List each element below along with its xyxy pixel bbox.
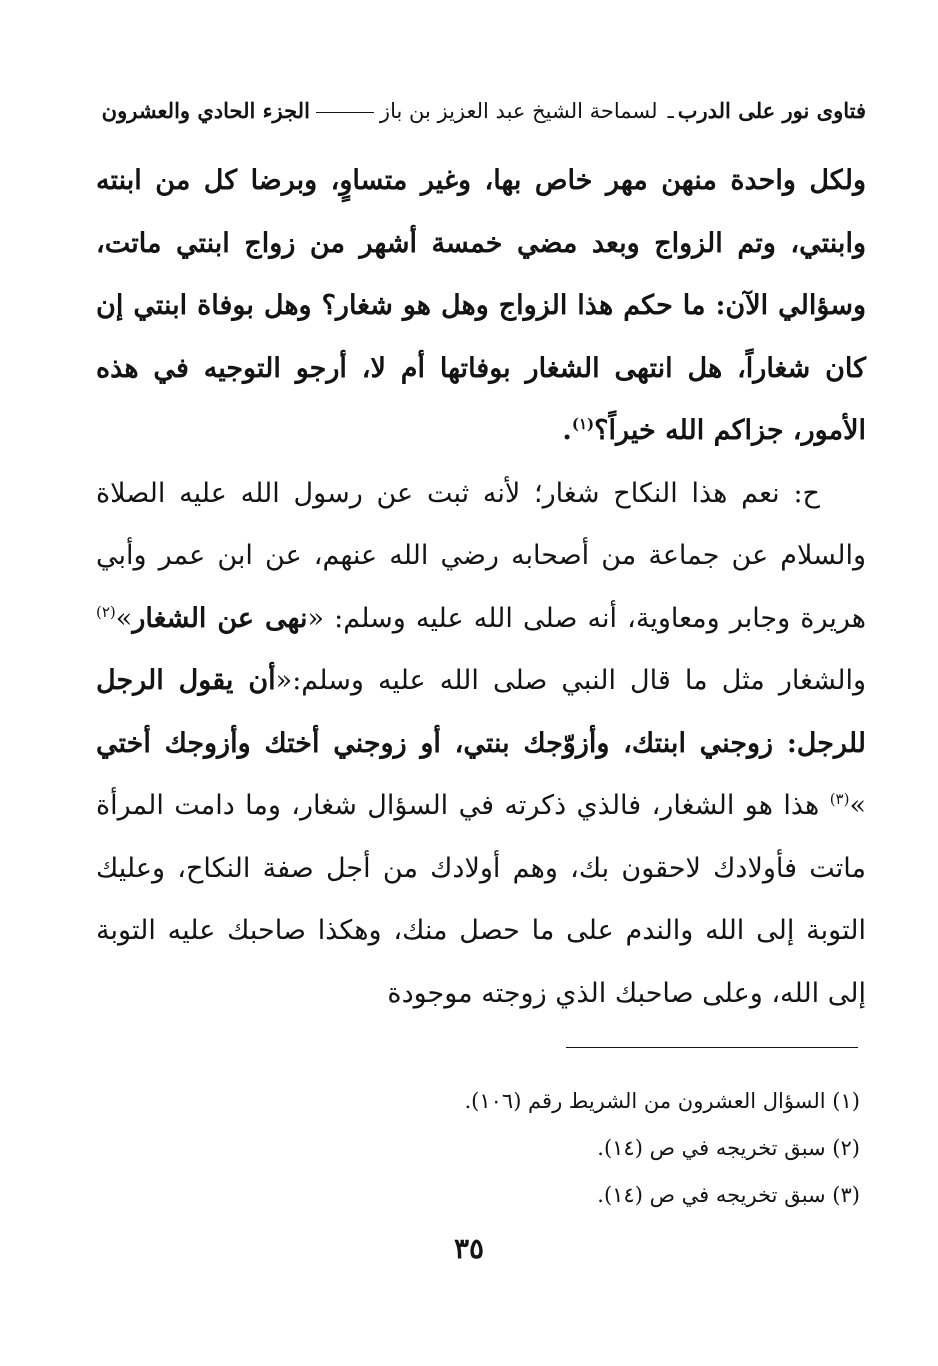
volume-title: الجزء الحادي والعشرون <box>101 98 310 123</box>
footnote-2: (٢) سبق تخريجه في ص (١٤). <box>597 1136 860 1160</box>
footnote-ref-1: (١) <box>571 415 595 433</box>
book-title: فتاوى نور على الدرب <box>677 98 866 123</box>
hadith-quote-1: نهى عن الشغار <box>132 602 308 634</box>
running-header <box>100 98 866 123</box>
question-text: ولكل واحدة منهن مهر خاص بها، وغير متساوٍ، وبرضا كل من ابنته وابنتي، وتم الزواج وبعد مضي خمسة أشهر من زواج ابنتي ماتت، وسؤالي الآن: ما حكم هذا الزواج وهل هو شغار؟ وهل بوفاة ابنتي إن كان شغاراً، هل انتهى الشغار بوفاتها أم لا، أرجو التوجيه في هذه الأمور، جزاكم الله خيراً؟ <box>96 165 866 446</box>
footnotes <box>140 1078 860 1219</box>
question-paragraph <box>96 150 866 463</box>
footnote-separator <box>566 1047 858 1048</box>
answer-part-3: هذا هو الشغار، فالذي ذكرته في السؤال شغار، وما دامت المرأة ماتت فأولادك لاحقون بك، وهم أولادك من أجل صفة النكاح، وعليك التوبة إلى الله والندم على ما حصل منك، وهكذا صاحبك عليه التوبة إلى الله، وعلى صاحبك الذي زوجته موجودة <box>96 790 866 1009</box>
page-number: ٣٥ <box>453 1232 485 1265</box>
hadith-quote-2: أن يقول الرجل للرجل: زوجني ابنتك، وأزوّجك بنتي، أو زوجني أختك وأزوجك أختي <box>96 665 866 759</box>
footnote-3: (٣) سبق تخريجه في ص (١٤). <box>597 1183 860 1207</box>
answer-part-1: ح: نعم هذا النكاح شغار؛ لأنه ثبت عن رسول الله عليه الصلاة والسلام عن جماعة من أصحابه رضي الله عنهم، عن ابن عمر وأبي هريرة وجابر ومعاوية، أنه صلى الله عليه وسلم: « <box>96 477 866 634</box>
quote-close-2: » <box>849 790 866 821</box>
footnote-ref-3: (٣) <box>829 790 850 808</box>
answer-paragraph <box>96 463 866 1026</box>
main-text <box>96 150 866 1025</box>
question-end: . <box>562 415 572 446</box>
header-separator-line <box>316 112 374 113</box>
footnote-1: (١) السؤال العشرون من الشريط رقم (١٠٦). <box>464 1089 860 1113</box>
answer-part-2: والشغار مثل ما قال النبي صلى الله عليه وسلم:« <box>275 665 866 696</box>
author-name: لسماحة الشيخ عبد العزيز بن باز <box>379 98 658 123</box>
quote-close-1: » <box>115 602 133 634</box>
footnote-ref-2: (٢) <box>96 602 116 621</box>
header-dash: ـ <box>667 98 674 123</box>
